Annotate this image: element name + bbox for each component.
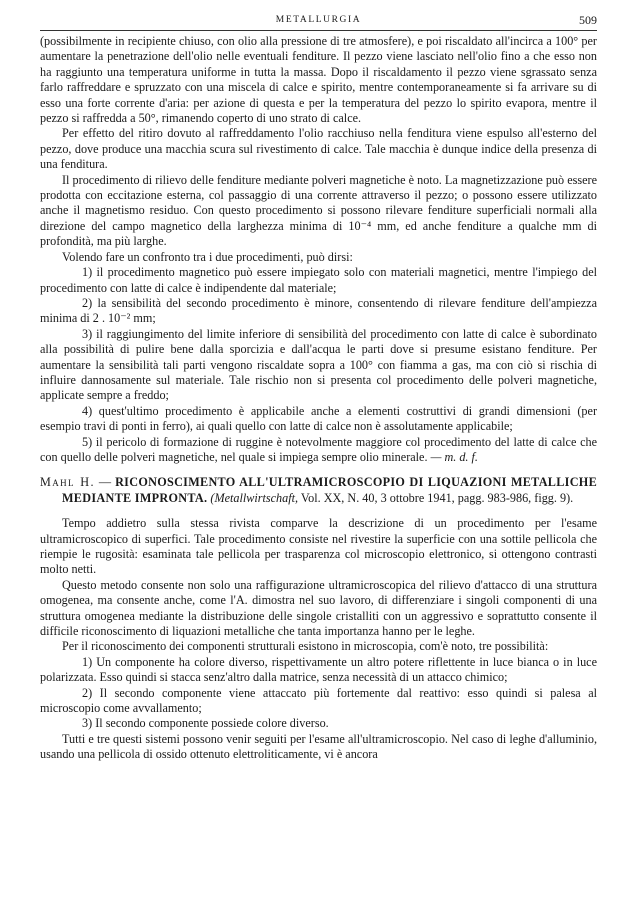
- paragraph: Tempo addietro sulla stessa rivista comparve la descrizione di un procedimento per l'esame ultramicroscopico di superfici. Tale procedimento consiste nel rivestire la superficie con una sottile pellicola che riempie le rugosità: esaminata tale pellicola per trasparenza col microscopio elettronico, si ottengono contrasti molto netti.: [40, 516, 597, 577]
- page-number: 509: [579, 13, 597, 27]
- paragraph: Per il riconoscimento dei componenti strutturali esistono in microscopia, com'è noto, tre possibilità:: [62, 639, 549, 654]
- header-rule: [40, 30, 597, 31]
- page-header: [40, 0, 597, 34]
- list-item: 4) quest'ultimo procedimento è applicabile anche a elementi costruttivi di grandi dimensioni (per esempio travi di ponti in ferro), ai quali quello con latte di calce non è assolutamente applicabile;: [40, 403, 597, 434]
- list-item: 1) il procedimento magnetico può essere impiegato solo con materiali magnetici, mentre l'impiego del procedimento con latte di calce è indipendente dal materiale;: [40, 265, 597, 295]
- article-title: RICONOSCIMENTO ALL'ULTRAMICROSCOPIO DI LIQUAZIONI METALLICHE MEDIANTE IMPRONTA.: [62, 475, 598, 505]
- list-item: 2) Il secondo componente viene attaccato più fortemente dal reattivo: esso quindi si palesa al microscopio come avvallamento;: [40, 685, 597, 716]
- author-signature: — m. d. f.: [430, 449, 478, 464]
- citation-journal: (Metallwirtschaft,: [210, 490, 299, 505]
- previous-article-continuation: [40, 34, 597, 465]
- paragraph: Volendo fare un confronto tra i due procedimenti, può dirsi:: [62, 249, 353, 264]
- heading-dash: —: [94, 475, 116, 490]
- running-title: METALLURGIA: [275, 15, 362, 25]
- list-item: 1) Un componente ha colore diverso, rispettivamente un altro potere riflettente in luce bianca o in luce polarizzata. Esso quindi si stacca senz'altro dalla matrice, senza necessità di un attacco chimico;: [40, 654, 597, 685]
- section-gap: [40, 465, 597, 475]
- heading-gap: [40, 506, 597, 516]
- article-author: Mahl H.: [40, 475, 95, 490]
- list-item-text: 5) il pericolo di formazione di ruggine è notevolmente maggiore col procedimento del latte di calce che con quello delle polveri magnetiche, nel quale si impiega sempre olio minerale.: [40, 434, 597, 464]
- article-heading: [40, 475, 597, 506]
- paragraph: Per effetto del ritiro dovuto al raffreddamento l'olio racchiuso nella fenditura viene espulso all'esterno del pezzo, dove produce una macchia scura sul rivestimento di calce. Tale macchia è dunque indice della presenza di una fenditura.: [40, 126, 597, 172]
- paragraph: Questo metodo consente non solo una raffigurazione ultramicroscopica del rilievo d'attacco di una struttura omogenea, ma consente anche, come l'A. dimostra nel suo lavoro, di differenziare i singoli componenti di una struttura omogenea mediante la distribuzione delle singole cristalliti con un aggressivo e soprattutto consente il difficile riconoscimento di liquazioni metalliche che tanta importanza hanno per le leghe.: [40, 577, 597, 639]
- list-item: 2) la sensibilità del secondo procedimento è minore, consentendo di rilevare fenditure dell'ampiezza minima di 2 . 10⁻² mm;: [40, 295, 597, 326]
- list-item: 3) il raggiungimento del limite inferiore di sensibilità del procedimento con latte di calce è subordinato alla possibilità di pulire bene dalla sporcizia e dall'acqua le parti dove si presume esistano fenditure. Per aumentare la sensibilità tali parti vengono riscaldate sopra a 100° con fiamma a gas, ma con ciò si rischia di influire dannosamente sul materiale. Tale rischio non si presenta col procedimento delle polveri magnetiche, applicate sempre a freddo;: [40, 326, 597, 403]
- list-item: [40, 435, 597, 466]
- citation-details: Vol. XX, N. 40, 3 ottobre 1941, pagg. 983-986, figg. 9).: [298, 490, 574, 505]
- paragraph: Il procedimento di rilievo delle fenditure mediante polveri magnetiche è noto. La magnetizzazione può essere prodotta con eccitazione esterna, col passaggio di una corrente attraverso il pezzo; o possono essere utilizzato anche il magnetismo residuo. Con questo procedimento si possono rilevare fenditure superficiali normali alla direzione del campo magnetico della larghezza minima di 10⁻⁴ mm, ed anche fenditure a qualche mm di profondità, ma più larghe.: [40, 172, 597, 249]
- list-item: 3) Il secondo componente possiede colore diverso.: [82, 716, 329, 731]
- article: [40, 475, 597, 762]
- paragraph: Tutti e tre questi sistemi possono venir seguiti per l'esame all'ultramicroscopio. Nel caso di leghe d'alluminio, usando una pellicola di ossido ottenuto elettroliticamente, vi è ancora: [40, 731, 597, 762]
- paragraph: (possibilmente in recipiente chiuso, con olio alla pressione di tre atmosfere), e poi riscaldato all'incirca a 100° per aumentare la penetrazione dell'olio nelle eventuali fenditure. Il pezzo viene lasciato nell'olio fino a che esso non ha raggiunto una temperatura uniforme in tutta la massa. Dopo il riscaldamento il pezzo viene sgrassato senza farlo raffreddare e spruzzato con una miscela di calce e spirito, mentre contemporaneamente si fa arrivare su di esso una forte corrente d'aria: per azione di questa e per la temperatura del pezzo lo spirito evapora, mentre il pezzo si raffredda a 50°, rimanendo coperto di uno strato di calce.: [40, 34, 597, 126]
